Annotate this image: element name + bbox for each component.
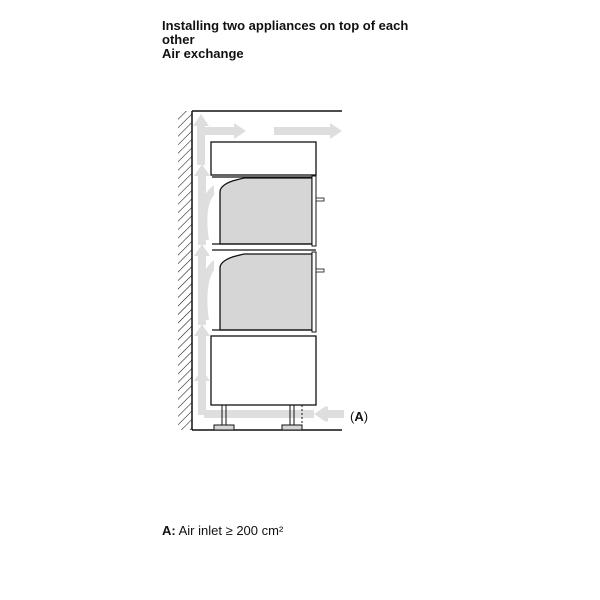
- heading-line-3: Air exchange: [162, 46, 244, 61]
- upper-appliance: [212, 176, 324, 246]
- heading-line-1: Installing two appliances on top of each: [162, 18, 409, 33]
- lower-appliance: [212, 250, 324, 332]
- legend-entry-a: [162, 523, 283, 538]
- wall-hatching: [178, 111, 192, 430]
- legend-key: A:: [162, 523, 176, 538]
- upper-cabinet: [211, 142, 316, 175]
- heading-line-2: other: [162, 32, 195, 47]
- callout-label-a: (A): [350, 409, 369, 424]
- lower-cabinet: [211, 336, 316, 405]
- legend-text: Air inlet ≥ 200 cm²: [175, 523, 284, 538]
